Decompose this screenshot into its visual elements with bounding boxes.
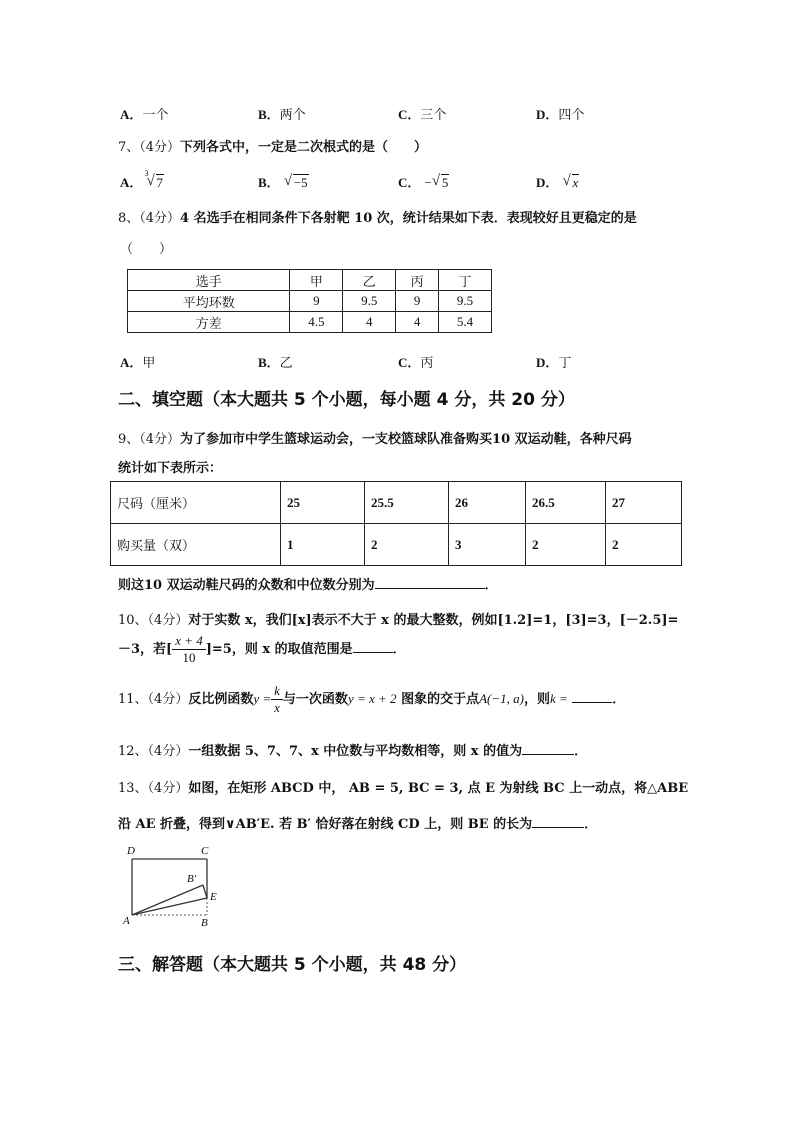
table-cell: 4.5 bbox=[290, 312, 343, 333]
option-text: 一个 bbox=[142, 108, 169, 123]
root-index: 3 bbox=[144, 169, 149, 178]
table-cell: 4 bbox=[396, 312, 439, 333]
section-heading: 三、解答题（本大题共 5 个小题，共 48 分） bbox=[118, 955, 467, 975]
table-cell: 25.5 bbox=[365, 482, 449, 524]
table-cell: 26 bbox=[449, 482, 526, 524]
period: ． bbox=[584, 817, 598, 832]
table-cell: 3 bbox=[449, 524, 526, 566]
sqrt-expression bbox=[432, 175, 450, 191]
question-stem: 下列各式中，一定是二次根式的是（ ） bbox=[180, 140, 428, 155]
period: ． bbox=[612, 692, 626, 707]
cube-root-expression bbox=[144, 169, 165, 191]
question-number: 13、（4分） bbox=[118, 781, 189, 796]
option-text: 乙 bbox=[279, 356, 293, 371]
question-stem: 4 名选手在相同条件下各射靶 10 次，统计结果如下表．表现较好且更稳定的是 bbox=[180, 211, 637, 226]
question-10-line2 bbox=[118, 633, 406, 666]
math-expression: y = bbox=[253, 691, 272, 706]
option-text: 甲 bbox=[142, 356, 156, 371]
table-cell: 9 bbox=[290, 291, 343, 312]
q6-option-c bbox=[398, 104, 446, 123]
option-letter: D． bbox=[536, 355, 559, 370]
option-letter: B． bbox=[258, 107, 280, 122]
table-row bbox=[128, 312, 492, 333]
question-stem-continued: 统计如下表所示： bbox=[118, 461, 223, 476]
table-cell: 9 bbox=[396, 291, 439, 312]
q7-option-a bbox=[120, 169, 164, 191]
option-text: 三个 bbox=[420, 108, 447, 123]
question-stem: －3，若[ bbox=[118, 642, 173, 657]
question-stem: 与一次函数 bbox=[282, 692, 348, 707]
question-stem: 图象的交于点 bbox=[401, 692, 480, 707]
q7-option-c bbox=[398, 172, 449, 191]
table-cell: 平均环数 bbox=[128, 291, 290, 312]
option-letter: D． bbox=[536, 107, 559, 122]
section-heading: 二、填空题（本大题共 5 个小题，每小题 4 分，共 20 分） bbox=[118, 390, 575, 410]
question-stem: 则这10 双运动鞋尺码的众数和中位数分别为 bbox=[118, 578, 375, 593]
minus-sign: − bbox=[424, 175, 432, 190]
sqrt-expression bbox=[563, 175, 580, 191]
fraction-denominator: 10 bbox=[182, 650, 196, 665]
fraction-denominator: x bbox=[274, 700, 280, 715]
period: ． bbox=[484, 578, 498, 593]
question-12 bbox=[118, 740, 587, 759]
table-cell: 2 bbox=[606, 524, 682, 566]
option-letter: B． bbox=[258, 355, 280, 370]
q7-option-d bbox=[536, 172, 579, 191]
radicand: −5 bbox=[293, 175, 308, 190]
question-10 bbox=[118, 609, 678, 628]
table-cell: 1 bbox=[281, 524, 365, 566]
math-expression: k = bbox=[549, 691, 568, 706]
table-cell: 9.5 bbox=[343, 291, 396, 312]
answer-blank[interactable] bbox=[353, 638, 393, 653]
question-stem: 为了参加市中学生篮球运动会，一支校篮球队准备购买10 双运动鞋，各种尺码 bbox=[180, 432, 632, 447]
table-header: 购买量（双） bbox=[111, 524, 281, 566]
radical-sign-icon: √ bbox=[146, 173, 155, 189]
option-text: 丙 bbox=[420, 356, 434, 371]
math-expression: A(−1, a) bbox=[479, 691, 524, 706]
table-cell: 5.4 bbox=[439, 312, 492, 333]
q6-option-b bbox=[258, 104, 306, 123]
label-e: E bbox=[210, 891, 217, 903]
period: ． bbox=[392, 642, 406, 657]
table-header: 选手 bbox=[128, 270, 290, 291]
table-cell: 2 bbox=[365, 524, 449, 566]
question-stem: ，则 bbox=[523, 692, 550, 707]
table-row bbox=[111, 524, 682, 566]
option-letter: A． bbox=[120, 175, 143, 190]
question-8 bbox=[118, 207, 637, 226]
table-row bbox=[111, 482, 682, 524]
radical-sign-icon: √ bbox=[283, 173, 293, 189]
answer-blank[interactable] bbox=[375, 574, 485, 589]
math-expression: y = x + 2 bbox=[347, 691, 397, 706]
question-stem: 如图，在矩形 ABCD 中， AB = 5, BC = 3, 点 E 为射线 BC 上一动点，将△ABE bbox=[188, 781, 689, 796]
sqrt-expression bbox=[284, 175, 309, 191]
q8-option-a bbox=[120, 352, 155, 371]
option-letter: C． bbox=[398, 107, 421, 122]
label-d: D bbox=[127, 845, 135, 857]
question-stem: 沿 AE 折叠，得到∨AB′E. 若 B′ 恰好落在射线 CD 上，则 BE 的长为 bbox=[118, 817, 533, 832]
question-stem: 一组数据 5、7、7、x 中位数与平均数相等，则 x 的值为 bbox=[188, 744, 523, 759]
q7-option-b bbox=[258, 172, 309, 191]
table-cell: 方差 bbox=[128, 312, 290, 333]
option-letter: C． bbox=[398, 175, 421, 190]
label-b: B bbox=[201, 917, 208, 929]
table-cell: 9.5 bbox=[439, 291, 492, 312]
table-header: 甲 bbox=[290, 270, 343, 291]
table-header: 乙 bbox=[343, 270, 396, 291]
option-text: 丁 bbox=[558, 356, 572, 371]
question-stem: ]=5，则 x 的取值范围是 bbox=[205, 642, 353, 657]
table-cell: 4 bbox=[343, 312, 396, 333]
shooting-stats-table bbox=[127, 269, 492, 333]
option-text: 两个 bbox=[279, 108, 306, 123]
radicand: x bbox=[572, 175, 579, 190]
option-letter: C． bbox=[398, 355, 421, 370]
table-row bbox=[128, 291, 492, 312]
table-cell: 26.5 bbox=[526, 482, 606, 524]
label-a: A bbox=[123, 915, 130, 927]
question-7 bbox=[118, 136, 427, 155]
radicand: 5 bbox=[441, 175, 449, 190]
question-number: 8、（4分） bbox=[118, 211, 181, 226]
table-header: 丙 bbox=[396, 270, 439, 291]
q8-option-c bbox=[398, 352, 433, 371]
question-number: 9、（4分） bbox=[118, 432, 181, 447]
fraction bbox=[271, 683, 283, 716]
table-cell: 25 bbox=[281, 482, 365, 524]
radical-sign-icon: √ bbox=[562, 173, 571, 189]
option-letter: D． bbox=[536, 175, 559, 190]
radicand: 7 bbox=[156, 175, 164, 190]
table-cell: 2 bbox=[526, 524, 606, 566]
option-text: 四个 bbox=[558, 108, 585, 123]
q8-option-b bbox=[258, 352, 293, 371]
answer-blank[interactable] bbox=[532, 813, 584, 828]
option-letter: A． bbox=[120, 355, 143, 370]
geometry-diagram-icon bbox=[115, 845, 225, 930]
q8-option-d bbox=[536, 352, 571, 371]
label-c: C bbox=[201, 845, 209, 857]
fraction-numerator: k bbox=[271, 683, 283, 700]
label-b-prime: B′ bbox=[187, 873, 197, 885]
fraction-numerator: x + 4 bbox=[172, 633, 206, 650]
question-number: 12、（4分） bbox=[118, 744, 189, 759]
shoe-size-table bbox=[110, 481, 682, 566]
answer-blank[interactable] bbox=[522, 740, 574, 755]
period: ． bbox=[574, 744, 588, 759]
table-header: 丁 bbox=[439, 270, 492, 291]
question-9 bbox=[118, 428, 632, 447]
question-stem: 对于实数 x，我们[x]表示不大于 x 的最大整数，例如[1.2]=1，[3]=3，[－2.5]= bbox=[188, 613, 679, 628]
fraction bbox=[172, 633, 206, 666]
question-number: 10、（4分） bbox=[118, 613, 189, 628]
q6-option-a bbox=[120, 104, 168, 123]
question-stem: 反比例函数 bbox=[188, 692, 254, 707]
option-letter: A． bbox=[120, 107, 143, 122]
question-number: 7、（4分） bbox=[118, 140, 181, 155]
q9-answer-line bbox=[118, 574, 498, 593]
rectangle-fold-figure bbox=[115, 845, 225, 930]
option-letter: B． bbox=[258, 175, 280, 190]
table-header: 尺码（厘米） bbox=[111, 482, 281, 524]
table-row bbox=[128, 270, 492, 291]
question-11 bbox=[118, 683, 625, 716]
q6-option-d bbox=[536, 104, 584, 123]
question-13 bbox=[118, 777, 688, 796]
question-13-line2 bbox=[118, 813, 597, 832]
table-cell: 27 bbox=[606, 482, 682, 524]
answer-blank[interactable] bbox=[572, 688, 612, 703]
question-number: 11、（4分） bbox=[118, 692, 189, 707]
radical-sign-icon: √ bbox=[431, 173, 441, 189]
answer-paren: （ ） bbox=[120, 242, 173, 257]
